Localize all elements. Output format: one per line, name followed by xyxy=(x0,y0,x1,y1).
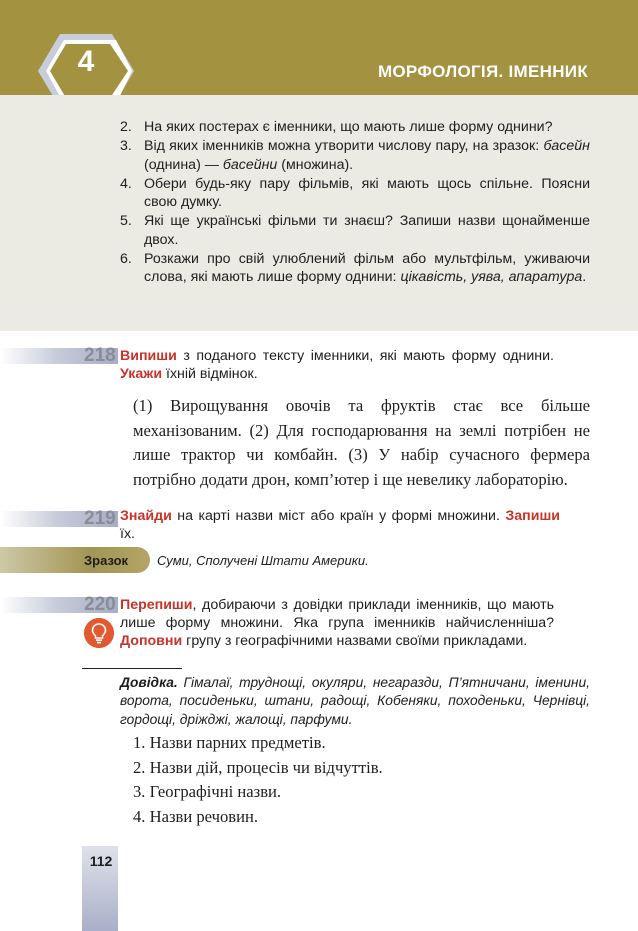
reference-divider xyxy=(82,668,182,669)
exercise-instruction: Перепиши, добираючи з довідки приклади іменників, що мають лише форму множини. Яка група іменників найчисленніша? Доповни групу з географічними назвами своїми прикладами. xyxy=(120,597,554,649)
page-number: 112 xyxy=(89,853,113,869)
chapter-title: МОРФОЛОГІЯ. ІМЕННИК xyxy=(377,62,588,81)
questions-list xyxy=(120,118,590,287)
sample-label: Зразок xyxy=(84,553,129,568)
question-item: 2. На яких постерах є іменники, що мають лише форму однини? xyxy=(120,119,553,135)
exercise-number: 218 xyxy=(84,345,116,366)
question-item: 5. Які ще українські фільми ти знаєш? Запиши назви щонайменше двох. xyxy=(120,213,590,248)
question-item: 4. Обери будь-яку пару фільмів, які мають щось спільне. Поясни свою думку. xyxy=(120,175,590,210)
reference-block: Довідка. Гімалаї, труднощі, окуляри, негаразди, П’ятничани, іменини, ворота, посиденьки, штани, радощі, Кобеняки, походеньки, Чернівці, гордощі, дріжджі, жалощі, парфуми. xyxy=(120,675,590,727)
category-item: 4. Назви речовин. xyxy=(133,806,258,826)
exercise-passage: (1) Вирощування овочів та фруктів стає все більше механізованим. (2) Для господарювання на землі потрібен не лише трактор чи комбайн. (3) У набір сучасного фермера потрібно додати дрон, комп’ютер і ще невелику лабораторію. xyxy=(133,396,590,489)
exercise-instruction: Випиши з поданого тексту іменники, які мають форму однини. Укажи їхній відмінок. xyxy=(120,348,554,382)
category-item: 1. Назви парних предметів. xyxy=(133,733,326,752)
category-item: 2. Назви дій, процесів чи відчуттів. xyxy=(133,757,383,777)
lightbulb-icon xyxy=(84,618,114,648)
exercise-instruction: Знайди на карті назви міст або країн у формі множини. Запиши їх. xyxy=(120,508,560,542)
question-item: 3. Від яких іменників можна утворити числову пару, на зразок: басейн (однина) — басейни (множина). xyxy=(120,138,590,173)
chapter-number: 4 xyxy=(77,45,95,78)
question-item: 6. Розкажи про свій улюблений фільм або мультфільм, уживаючи слова, які мають лише форму однини: цікавість, уява, апаратура. xyxy=(120,250,590,285)
category-item: 3. Географічні назви. xyxy=(133,782,282,801)
category-list xyxy=(133,731,383,829)
exercise-number: 219 xyxy=(84,508,116,529)
sample-text: Суми, Сполучені Штати Америки. xyxy=(157,553,369,568)
exercise-number: 220 xyxy=(84,594,116,615)
